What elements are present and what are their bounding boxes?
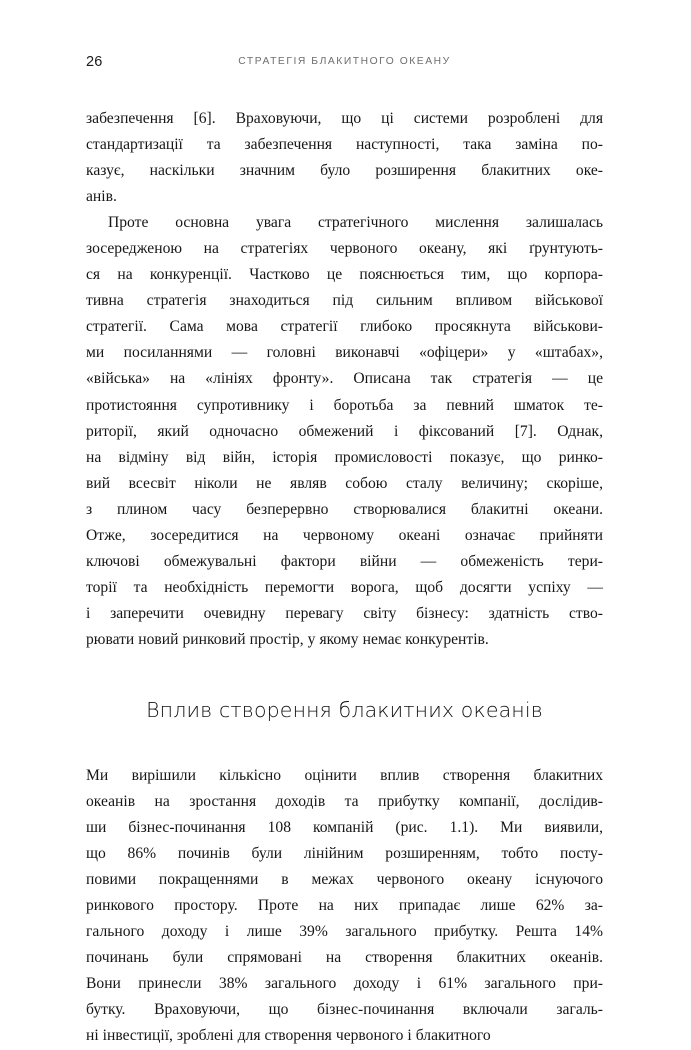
text-column bbox=[86, 106, 603, 1050]
text-line: повими покращеннями в межах червоного океану існуючого bbox=[86, 871, 603, 889]
text-line: «війська» на «лініях фронту». Описана так стратегія — це bbox=[86, 370, 603, 388]
text-line: гального доходу і лише 39% загального прибутку. Решта 14% bbox=[86, 923, 603, 941]
text-line: бутку. Враховуючи, що бізнес-починання включали загаль- bbox=[86, 1001, 603, 1019]
text-line: казує, наскільки значним було розширення блакитних оке- bbox=[86, 162, 603, 180]
paragraph-1 bbox=[86, 106, 603, 210]
page-number: 26 bbox=[86, 54, 103, 70]
text-line: рювати новий ринковий простір, у якому немає конкурентів. bbox=[86, 630, 489, 648]
text-line: на відміну від війн, історія промисловості показує, що ринко- bbox=[86, 448, 603, 466]
text-line: ні інвестиції, зроблені для створення червоного і блакитного bbox=[86, 1027, 491, 1045]
text-line: зосередженою на стратегіях червоного океану, які ґрунтують- bbox=[86, 240, 603, 258]
heading-spacer-bottom bbox=[86, 725, 603, 763]
text-line: починань були спрямовані на створення блакитних океанів. bbox=[86, 949, 603, 967]
text-line: що 86% починів були лінійним розширенням, тобто посту- bbox=[86, 845, 603, 863]
text-line: торії та необхідність перемогти ворога, щоб досягти успіху — bbox=[86, 578, 603, 596]
text-line: риторії, який одночасно обмежений і фіксований [7]. Однак, bbox=[86, 422, 603, 440]
text-line: Отже, зосередитися на червоному океані означає прийняти bbox=[86, 526, 603, 544]
text-line: ринкового простору. Проте на них припадає лише 62% за- bbox=[86, 897, 603, 915]
running-header bbox=[86, 52, 603, 72]
paragraph-3 bbox=[86, 763, 603, 1050]
text-line: ключові обмежувальні фактори війни — обмеженість тери- bbox=[86, 552, 603, 570]
text-line: стратегії. Сама мова стратегії глибоко просякнута військови- bbox=[86, 318, 603, 336]
text-line: анів. bbox=[86, 188, 117, 206]
text-line: ся на конкуренції. Частково це пояснюється тим, що корпора- bbox=[86, 266, 603, 284]
heading-spacer-top bbox=[86, 653, 603, 695]
text-line: ми посиланнями — головні виконавчі «офіцери» у «штабах», bbox=[86, 344, 603, 362]
text-line: протистояння супротивнику і боротьба за певний шматок те- bbox=[86, 396, 603, 414]
text-line: забезпечення [6]. Враховуючи, що ці системи розроблені для bbox=[86, 110, 603, 127]
text-line: океанів на зростання доходів та прибутку компанії, дослідив- bbox=[86, 793, 603, 811]
paragraph-2 bbox=[86, 210, 603, 653]
running-title: СТРАТЕГІЯ БЛАКИТНОГО ОКЕАНУ bbox=[238, 56, 451, 67]
text-line: стандартизації та забезпечення наступності, така заміна по- bbox=[86, 136, 603, 154]
text-line: з плином часу безперервно створювалися блакитні океани. bbox=[86, 500, 603, 518]
text-line: і заперечити очевидну перевагу світу бізнесу: здатність ство- bbox=[86, 604, 603, 622]
text-line: тивна стратегія знаходиться під сильним впливом військової bbox=[86, 292, 603, 310]
text-line: ши бізнес-починання 108 компаній (рис. 1.1). Ми виявили, bbox=[86, 819, 603, 837]
text-line: Вони принесли 38% загального доходу і 61% загального при- bbox=[86, 975, 603, 993]
text-line: Ми вирішили кількісно оцінити вплив створення блакитних bbox=[86, 766, 603, 784]
text-line: Проте основна увага стратегічного мислення залишалась bbox=[108, 214, 603, 232]
section-heading: Вплив створення блакитних океанів bbox=[146, 697, 543, 722]
text-line: вий всесвіт ніколи не являв собою сталу величину; скоріше, bbox=[86, 474, 603, 492]
